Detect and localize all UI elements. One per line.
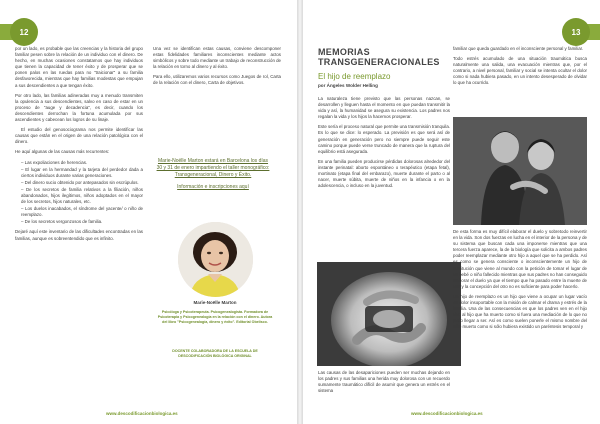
- footer-url[interactable]: www.descodificacionbiologica.es: [411, 411, 483, 416]
- title-line: TRANSGENERACIONALES: [318, 57, 440, 67]
- paragraph: Las causas de las desapariciones pueden ser muchas dejando en los padres y sus familias una herida muy dolorosa con un recuerdo sumamente traumático difícil de asumir que genera un estrés en el sistema: [318, 370, 450, 394]
- paragraph: Todo estrés acumulado de una situación traumática busca naturalmente una salida, una evacuación mientras que, por el contrario, a nivel personal, familiar y social se intenta ocultar el dolor como si nada hubiera pasado, en un intento desesperado de olvidar lo que ha ocurrido.: [453, 56, 587, 86]
- right-column-1-bottom: [318, 370, 450, 398]
- footer-url[interactable]: www.descodificacionbiologica.es: [106, 411, 178, 416]
- portrait-role: DOCENTE COLABORADORA DE LA ESCUELA DE DESCODIFICACIÓN BIOLÓGICA ORIGINAL: [172, 349, 258, 358]
- paragraph: Una vez se identifican estas causas, conviene descomponer estas fidelidades familiares inconscientes mediante actos simbólicos y sobre todo mediante un trabajo de reconstrucción de la relación en torno al dinero y al éxito.: [153, 46, 281, 70]
- portrait-name: Marie-Noëlle Marton: [193, 300, 237, 305]
- paragraph: De esta forma es muy difícil elaborar el duelo y sobretodo reinvertir en la vida. Son dos fuerzas en lucha en el interior de la persona y de su sistema que buscan cada una imponerse mientras que una tercera fuerza aparece, la de la biología que solicita a ambos padres poder reemplazar mediante otro hijo a aquel que se ha perdido. Así es como se genera consciente o inconscientemente un hijo de sustitución que viene al mundo con la petición de tomar el lugar de un bebé o niño fallecido mientras que sus padres no han conseguido elaborar el duelo ya que el tiempo que ha pasado entre la muerte de uno y la concepción del otro no es suficiente para poder hacerlo.: [453, 229, 588, 289]
- causes-list: [15, 160, 143, 226]
- paragraph: En una familia pueden producirse pérdidas dolorosas alrededor del instante perinatal: aborto espontáneo o terapéutico (etapa fetal), mortinato (etapa final del embarazo), muerte durante el parto o al nacer, muerte súbita, muerte de niños en la infancia o en la adolescencia, o incluso en la juventud.: [318, 158, 450, 189]
- list-item: – De los secretos de familia relativos a la filiación, niños abandonados, hijos ilegítimos, niños adoptados en el mayor de los secretos, hijos naturales, etc.: [21, 186, 143, 205]
- paragraph: Dejaré aquí este inventario de las dificultades encontradas en las familias, aunque es sobreentendido que es infinito.: [15, 229, 143, 241]
- paragraph: El estudio del genosociograma nos permite identificar las causas que están en el origen de una relación patológica con el dinero.: [15, 127, 143, 145]
- paragraph: La naturaleza tiene previsto que las personas nazcan, se desarrollen y lleguen hasta el momento en que puedan transmitir la vida y así, la humanidad se asegura su existencia. Los padres nos regalan la vida y los hijos la hacemos prosperar.: [318, 96, 450, 120]
- page-number: 13: [562, 18, 590, 46]
- list-item: – Las expoliaciones de herencias.: [21, 159, 88, 165]
- left-page: [0, 0, 297, 424]
- article-title: [318, 47, 458, 67]
- portrait-bio: Psicóloga y Psicoterapeuta. Psicogenealogista. Formadora de Psicoterapia y Psicogenealogía en la relación con el dinero. Autora del libro "Psicogenealogía, dinero y éxito". Editorial Obelisco.: [157, 310, 273, 324]
- author-portrait: [178, 222, 253, 297]
- pregnant-belly-photo: [317, 262, 461, 366]
- portrait-image: [178, 222, 253, 297]
- left-column-1: [15, 46, 143, 246]
- paragraph: por un lado, es probable que las creencias y la historia del grupo familiar pesen sobre la relación de un individuo con el dinero. De hecho, en muchas ocasiones constatamos que hay individuos que tienen la capacidad de tener éxito y de prosperar que se ponen palos en las ruedas para no "traicionar" a su familia desfavorecida, mientras que hay familias modestas que empujan a sus descendientes a que tengan éxito.: [15, 46, 143, 88]
- paragraph: Un hijo de reemplazo es un hijo que viene a ocupar un lugar vacío de dolor insoportable con la misión de calmar el drama y estrés de la familia. Una de las consecuencias es que los padres ven en el hijo vivo al hijo que ha muerto como si fuera una mediación de lo que no pudo llegar a ser. Así es como suelen ponerle el mismo nombre del niño muerto como si sólo hubiera existido un paréntesis temporal y: [453, 293, 587, 330]
- list-item: – De los secretos vergonzosos de familia.: [21, 219, 103, 225]
- workshop-title: Transgeneracional, Dinero y Éxito.: [174, 172, 252, 178]
- article-author: por Ángeles Wolder Helling: [318, 83, 378, 88]
- right-column-1: [318, 96, 450, 193]
- paragraph: Este sería el proceso natural que permite una transmisión tranquila. Es lo que se dice: lo esperado. La previsión es que será así de generación en generación pero no siempre puede seguir este camino porque puede verse truncado de manera que la ruptura del equilibrio está asegurada.: [318, 124, 450, 154]
- paragraph: Para ello, utilizaremos varios recursos como Juegos de rol, Carta de la relación con el dinero, Carta de objetivos.: [153, 74, 281, 86]
- page-number: 12: [10, 18, 38, 46]
- paragraph: familiar que queda guardado en el inconsciente personal y familiar.: [453, 46, 584, 51]
- right-column-2-top: [453, 46, 587, 91]
- workshop-announcement: [155, 158, 271, 191]
- right-page: [303, 0, 600, 424]
- list-item: – Los duelos inacabados, el síndrome del yacente/ o niño de reemplazo.: [21, 206, 143, 218]
- right-column-2: [453, 229, 587, 335]
- couple-photo: [453, 117, 587, 225]
- list-item: – Del dinero sucio obtenido por antepasados sin escrúpulos.: [21, 179, 139, 185]
- title-line: MEMORIAS: [318, 47, 370, 57]
- left-column-2: [153, 46, 281, 91]
- photo-image: [317, 262, 461, 366]
- info-registration-link[interactable]: Información e inscripciones aquí: [177, 184, 249, 190]
- paragraph: Por otro lado, las familias adineradas muy a menudo transmiten la opulencia a sus descendientes, salvo en caso de estar en un proceso de "auge y decadencia", es decir, cuando los descendientes derrochan la fortuna acumulada por sus ascendientes y cabecean los logros de su linaje.: [15, 92, 143, 123]
- list-item: – El lugar en la hermandad y la tarjeta del perdedor dada a ciertos individuos durante varias generaciones.: [21, 166, 143, 178]
- workshop-text: Marie-Noëlle Marton estará en Barcelona los días 30 y 31 de enero impartiendo el taller monográfico:: [156, 158, 270, 171]
- article-subtitle: El hijo de reemplazo: [318, 72, 391, 81]
- paragraph: He aquí algunas de las causas más recurrentes:: [15, 149, 110, 155]
- photo-image: [453, 117, 587, 225]
